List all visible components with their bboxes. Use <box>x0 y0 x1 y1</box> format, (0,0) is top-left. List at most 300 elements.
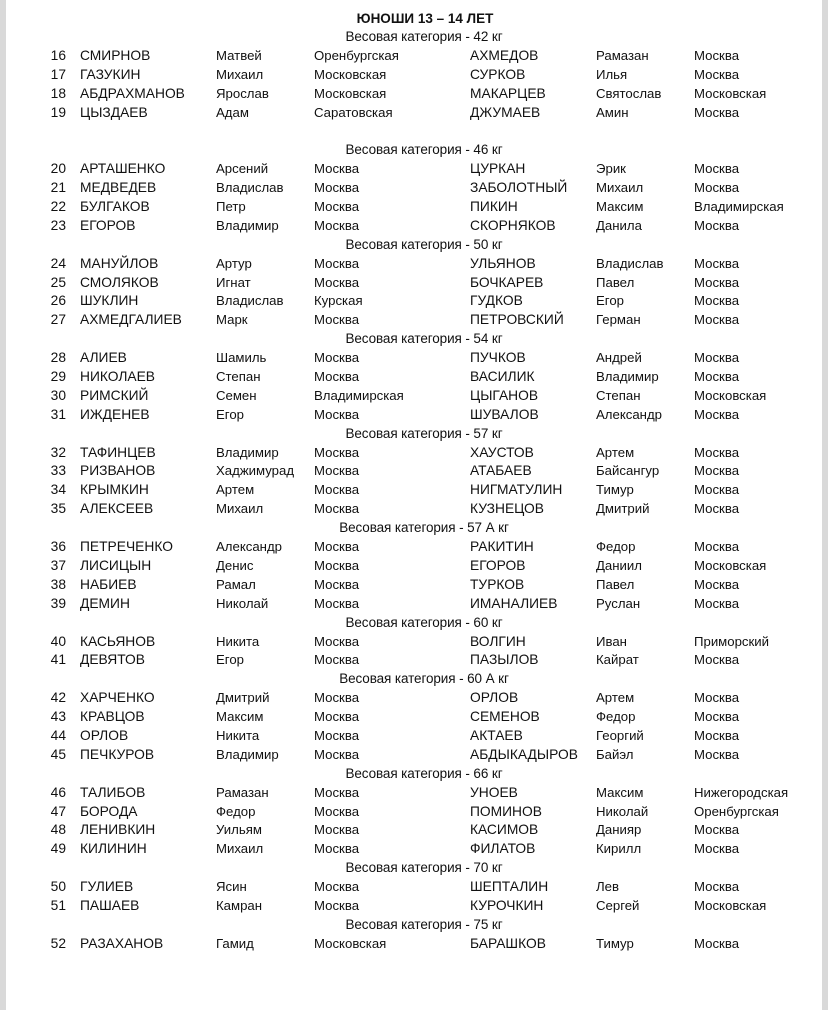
first-name-left: Адам <box>216 104 249 120</box>
pair-number: 41 <box>50 652 66 668</box>
region-right: Москва <box>694 690 740 706</box>
surname-left: АБДРАХМАНОВ <box>80 85 185 101</box>
surname-right: УНОЕВ <box>470 784 518 800</box>
region-right: Москва <box>694 350 740 366</box>
first-name-right: Тимур <box>596 935 634 951</box>
surname-left: РИЗВАНОВ <box>80 463 156 479</box>
region-right: Москва <box>694 161 740 177</box>
region-right: Москва <box>694 746 740 762</box>
region-right: Москва <box>694 274 740 290</box>
pair-row <box>6 406 822 425</box>
first-name-left: Ясин <box>216 879 247 895</box>
surname-right: ХАУСТОВ <box>470 444 534 460</box>
first-name-right: Павел <box>596 274 635 290</box>
first-name-left: Матвей <box>216 47 262 63</box>
region-right: Москва <box>694 576 740 592</box>
first-name-left: Денис <box>216 557 254 573</box>
region-left: Москва <box>314 482 360 498</box>
weight-category-heading: Весовая категория - 57 кг <box>345 425 503 441</box>
region-right: Москва <box>694 841 740 857</box>
first-name-left: Александр <box>216 539 282 555</box>
surname-right: ШЕПТАЛИН <box>470 879 549 895</box>
region-left: Москва <box>314 312 360 328</box>
region-left: Московская <box>314 66 387 82</box>
surname-left: ЦЫЗДАЕВ <box>80 104 148 120</box>
weight-category-heading: Весовая категория - 42 кг <box>345 29 503 44</box>
surname-right: СЕМЕНОВ <box>470 709 540 725</box>
region-left: Москва <box>314 822 360 838</box>
pair-number: 30 <box>50 387 66 403</box>
pair-number: 28 <box>50 350 66 366</box>
surname-right: ДЖУМАЕВ <box>470 104 541 120</box>
surname-right: ИМАНАЛИЕВ <box>470 595 558 611</box>
pair-row <box>6 368 822 387</box>
first-name-right: Егор <box>596 293 624 309</box>
pair-number: 45 <box>50 746 66 762</box>
pair-row <box>6 198 822 217</box>
region-left: Москва <box>314 595 360 611</box>
first-name-right: Сергей <box>596 897 640 913</box>
first-name-right: Эрик <box>596 161 626 177</box>
first-name-left: Степан <box>216 369 261 385</box>
region-right: Московская <box>694 85 767 101</box>
first-name-right: Иван <box>596 633 627 649</box>
first-name-right: Кайрат <box>596 652 639 668</box>
surname-right: АБДЫКАДЫРОВ <box>470 746 578 762</box>
first-name-right: Николай <box>596 803 649 819</box>
first-name-right: Кирилл <box>596 841 642 857</box>
surname-left: ИЖДЕНЕВ <box>80 406 150 422</box>
surname-left: ОРЛОВ <box>80 727 129 743</box>
surname-right: ЕГОРОВ <box>470 557 526 573</box>
first-name-right: Илья <box>596 66 628 82</box>
weight-category-heading: Весовая категория - 70 кг <box>345 860 503 876</box>
surname-left: АЛИЕВ <box>80 350 127 366</box>
region-right: Москва <box>694 66 740 82</box>
surname-right: ВАСИЛИК <box>470 369 535 385</box>
surname-left: СМИРНОВ <box>80 47 151 63</box>
region-left: Москва <box>314 652 360 668</box>
first-name-left: Камран <box>216 897 263 913</box>
surname-right: ФИЛАТОВ <box>470 841 536 857</box>
surname-left: ЕГОРОВ <box>80 217 136 233</box>
weight-category-heading: Весовая категория - 66 кг <box>345 765 503 781</box>
first-name-right: Амин <box>596 104 629 120</box>
pair-row <box>6 557 822 576</box>
pair-row <box>6 897 822 916</box>
region-left: Москва <box>314 350 360 366</box>
surname-left: КАСЬЯНОВ <box>80 633 156 649</box>
pair-number: 27 <box>50 312 66 328</box>
region-left: Москва <box>314 727 360 743</box>
weight-category-heading: Весовая категория - 60 кг <box>345 614 503 630</box>
first-name-right: Данияр <box>596 822 642 838</box>
pair-number: 37 <box>50 557 66 573</box>
first-name-left: Федор <box>216 803 256 819</box>
pair-row <box>6 349 822 368</box>
pair-number: 52 <box>50 935 66 951</box>
pair-number: 24 <box>50 255 66 271</box>
first-name-left: Арсений <box>216 161 269 177</box>
surname-left: ХАРЧЕНКО <box>80 690 155 706</box>
first-name-left: Владимир <box>216 444 279 460</box>
surname-right: ТУРКОВ <box>470 576 525 592</box>
pair-number: 29 <box>50 369 66 385</box>
pair-number: 50 <box>50 879 66 895</box>
pair-row <box>6 633 822 652</box>
pair-row <box>6 160 822 179</box>
region-left: Москва <box>314 633 360 649</box>
region-right: Москва <box>694 482 740 498</box>
pair-row <box>6 387 822 406</box>
region-left: Саратовская <box>314 104 393 120</box>
first-name-right: Владимир <box>596 369 659 385</box>
pair-number: 21 <box>50 180 66 196</box>
region-right: Нижегородская <box>694 784 789 800</box>
surname-right: ПЕТРОВСКИЙ <box>470 312 564 328</box>
pair-number: 38 <box>50 576 66 592</box>
first-name-left: Шамиль <box>216 350 267 366</box>
weight-category-heading: Весовая категория - 50 кг <box>345 236 503 252</box>
region-right: Московская <box>694 387 767 403</box>
surname-right: АКТАЕВ <box>470 727 523 743</box>
first-name-right: Артем <box>596 444 635 460</box>
region-right: Москва <box>694 369 740 385</box>
pair-row <box>6 935 822 954</box>
pair-row <box>6 481 822 500</box>
pair-row <box>6 878 822 897</box>
first-name-right: Рамазан <box>596 47 649 63</box>
surname-left: РАЗАХАНОВ <box>80 935 164 951</box>
first-name-right: Данила <box>596 217 642 233</box>
pair-number: 35 <box>50 501 66 517</box>
first-name-left: Семен <box>216 387 257 403</box>
first-name-right: Байсангур <box>596 463 660 479</box>
first-name-left: Михаил <box>216 501 264 517</box>
surname-right: БАРАШКОВ <box>470 935 546 951</box>
region-left: Владимирская <box>314 387 404 403</box>
region-left: Москва <box>314 709 360 725</box>
surname-right: ПИКИН <box>470 199 518 215</box>
region-left: Оренбургская <box>314 47 399 63</box>
surname-left: НИКОЛАЕВ <box>80 369 156 385</box>
surname-left: ЛИСИЦЫН <box>80 557 152 573</box>
first-name-right: Даниил <box>596 557 642 573</box>
region-right: Москва <box>694 444 740 460</box>
surname-right: ПАЗЫЛОВ <box>470 652 539 668</box>
weight-category-list <box>6 28 822 954</box>
first-name-right: Павел <box>596 576 635 592</box>
region-right: Москва <box>694 501 740 517</box>
first-name-left: Михаил <box>216 841 264 857</box>
first-name-left: Рамазан <box>216 784 269 800</box>
region-left: Москва <box>314 746 360 762</box>
surname-right: БОЧКАРЕВ <box>470 274 544 290</box>
pair-row <box>6 274 822 293</box>
region-left: Москва <box>314 161 360 177</box>
region-left: Москва <box>314 255 360 271</box>
pair-number: 22 <box>50 199 66 215</box>
region-left: Москва <box>314 274 360 290</box>
region-right: Москва <box>694 595 740 611</box>
first-name-right: Лев <box>596 879 619 895</box>
first-name-left: Николай <box>216 595 269 611</box>
pair-number: 16 <box>50 47 66 63</box>
pair-row <box>6 746 822 765</box>
pair-number: 17 <box>50 66 66 82</box>
region-left: Москва <box>314 690 360 706</box>
pair-row <box>6 292 822 311</box>
region-right: Москва <box>694 727 740 743</box>
region-left: Москва <box>314 539 360 555</box>
first-name-right: Александр <box>596 406 662 422</box>
surname-left: ПЕТРЕЧЕНКО <box>80 539 173 555</box>
pair-number: 32 <box>50 444 66 460</box>
first-name-right: Руслан <box>596 595 641 611</box>
first-name-left: Максим <box>216 709 264 725</box>
pair-number: 44 <box>50 727 66 743</box>
first-name-left: Рамал <box>216 576 256 592</box>
pair-row <box>6 821 822 840</box>
region-left: Москва <box>314 180 360 196</box>
region-left: Москва <box>314 841 360 857</box>
surname-right: ПУЧКОВ <box>470 350 526 366</box>
surname-left: ГУЛИЕВ <box>80 879 134 895</box>
surname-right: ЦЫГАНОВ <box>470 387 539 403</box>
pair-row <box>6 784 822 803</box>
surname-left: ТАЛИБОВ <box>80 784 146 800</box>
first-name-left: Владимир <box>216 746 279 762</box>
pair-number: 47 <box>50 803 66 819</box>
surname-right: КУЗНЕЦОВ <box>470 501 544 517</box>
pair-number: 25 <box>50 274 66 290</box>
pair-number: 48 <box>50 822 66 838</box>
pair-row <box>6 576 822 595</box>
pair-number: 34 <box>50 482 66 498</box>
first-name-left: Владислав <box>216 293 284 309</box>
surname-left: ГАЗУКИН <box>80 66 141 82</box>
region-left: Москва <box>314 199 360 215</box>
region-left: Курская <box>314 293 363 309</box>
surname-right: СКОРНЯКОВ <box>470 217 556 233</box>
pair-number: 18 <box>50 85 66 101</box>
surname-right: ВОЛГИН <box>470 633 526 649</box>
surname-left: АХМЕДГАЛИЕВ <box>80 312 182 328</box>
pair-row <box>6 104 822 123</box>
region-right: Москва <box>694 463 740 479</box>
pair-row <box>6 255 822 274</box>
pair-row <box>6 538 822 557</box>
surname-right: КАСИМОВ <box>470 822 539 838</box>
pair-row <box>6 47 822 66</box>
pair-number: 46 <box>50 784 66 800</box>
region-right: Москва <box>694 652 740 668</box>
surname-left: СМОЛЯКОВ <box>80 274 159 290</box>
region-right: Москва <box>694 406 740 422</box>
region-left: Москва <box>314 217 360 233</box>
surname-left: БУЛГАКОВ <box>80 199 150 215</box>
surname-right: ЗАБОЛОТНЫЙ <box>470 180 568 196</box>
first-name-right: Федор <box>596 539 636 555</box>
surname-left: КИЛИНИН <box>80 841 147 857</box>
surname-right: ОРЛОВ <box>470 690 519 706</box>
surname-right: АХМЕДОВ <box>470 47 539 63</box>
surname-right: НИГМАТУЛИН <box>470 482 563 498</box>
first-name-right: Святослав <box>596 85 662 101</box>
first-name-right: Георгий <box>596 727 644 743</box>
region-right: Москва <box>694 180 740 196</box>
first-name-left: Уильям <box>216 822 262 838</box>
region-left: Москва <box>314 576 360 592</box>
surname-left: АЛЕКСЕЕВ <box>80 501 154 517</box>
pair-row <box>6 500 822 519</box>
first-name-right: Владислав <box>596 255 664 271</box>
first-name-right: Степан <box>596 387 641 403</box>
pair-number: 51 <box>50 897 66 913</box>
surname-left: ДЕМИН <box>80 595 130 611</box>
region-right: Москва <box>694 255 740 271</box>
surname-left: КРЫМКИН <box>80 482 149 498</box>
pair-row <box>6 217 822 236</box>
first-name-right: Дмитрий <box>596 501 650 517</box>
spacer <box>6 122 822 141</box>
first-name-right: Андрей <box>596 350 642 366</box>
first-name-right: Артем <box>596 690 635 706</box>
first-name-left: Артур <box>216 255 252 271</box>
region-left: Московская <box>314 935 387 951</box>
page-title: ЮНОШИ 13 – 14 ЛЕТ <box>356 11 494 26</box>
surname-right: СУРКОВ <box>470 66 526 82</box>
region-left: Москва <box>314 557 360 573</box>
first-name-right: Максим <box>596 199 644 215</box>
first-name-right: Максим <box>596 784 644 800</box>
first-name-left: Дмитрий <box>216 690 270 706</box>
pair-number: 43 <box>50 709 66 725</box>
surname-right: РАКИТИН <box>470 539 534 555</box>
surname-right: КУРОЧКИН <box>470 897 544 913</box>
region-left: Московская <box>314 85 387 101</box>
region-left: Москва <box>314 444 360 460</box>
pair-row <box>6 66 822 85</box>
pair-row <box>6 803 822 822</box>
surname-right: ГУДКОВ <box>470 293 523 309</box>
pair-row <box>6 595 822 614</box>
surname-right: АТАБАЕВ <box>470 463 532 479</box>
first-name-right: Михаил <box>596 180 644 196</box>
region-right: Москва <box>694 47 740 63</box>
region-left: Москва <box>314 784 360 800</box>
surname-right: ШУВАЛОВ <box>470 406 539 422</box>
first-name-right: Тимур <box>596 482 634 498</box>
pair-row <box>6 85 822 104</box>
region-right: Москва <box>694 822 740 838</box>
region-left: Москва <box>314 463 360 479</box>
surname-right: ПОМИНОВ <box>470 803 542 819</box>
surname-left: ДЕВЯТОВ <box>80 652 145 668</box>
region-right: Московская <box>694 557 767 573</box>
pair-number: 42 <box>50 690 66 706</box>
region-right: Москва <box>694 293 740 309</box>
region-left: Москва <box>314 406 360 422</box>
weight-category-heading: Весовая категория - 57 А кг <box>339 520 509 536</box>
pair-number: 31 <box>50 406 66 422</box>
first-name-left: Марк <box>216 312 248 328</box>
region-left: Москва <box>314 897 360 913</box>
region-right: Владимирская <box>694 199 784 215</box>
weight-category-heading: Весовая категория - 46 кг <box>345 142 503 158</box>
pair-row <box>6 311 822 330</box>
weight-category-heading: Весовая категория - 60 А кг <box>339 671 509 687</box>
weight-category-heading: Весовая категория - 54 кг <box>345 331 503 347</box>
first-name-left: Гамид <box>216 935 254 951</box>
first-name-left: Хаджимурад <box>216 463 295 479</box>
surname-right: ЦУРКАН <box>470 161 526 177</box>
surname-left: АРТАШЕНКО <box>80 161 166 177</box>
region-right: Москва <box>694 539 740 555</box>
region-right: Москва <box>694 104 740 120</box>
pair-number: 33 <box>50 463 66 479</box>
first-name-left: Петр <box>216 199 246 215</box>
pair-number: 23 <box>50 217 66 233</box>
surname-left: БОРОДА <box>80 803 138 819</box>
pair-row <box>6 179 822 198</box>
region-right: Приморский <box>694 633 770 649</box>
surname-left: КРАВЦОВ <box>80 709 145 725</box>
surname-left: ШУКЛИН <box>80 293 139 309</box>
surname-right: УЛЬЯНОВ <box>470 255 536 271</box>
surname-left: МЕДВЕДЕВ <box>80 180 157 196</box>
pair-number: 39 <box>50 595 66 611</box>
surname-left: ТАФИНЦЕВ <box>80 444 156 460</box>
region-left: Москва <box>314 501 360 517</box>
pair-row <box>6 689 822 708</box>
region-left: Москва <box>314 369 360 385</box>
surname-right: МАКАРЦЕВ <box>470 85 546 101</box>
region-right: Москва <box>694 312 740 328</box>
pair-row <box>6 651 822 670</box>
pair-row <box>6 444 822 463</box>
region-right: Москва <box>694 879 740 895</box>
region-right: Москва <box>694 935 740 951</box>
first-name-right: Федор <box>596 709 636 725</box>
first-name-right: Герман <box>596 312 641 328</box>
weight-category-heading: Весовая категория - 75 кг <box>345 916 503 932</box>
first-name-left: Владислав <box>216 180 284 196</box>
region-right: Московская <box>694 897 767 913</box>
pair-number: 20 <box>50 161 66 177</box>
surname-left: МАНУЙЛОВ <box>80 255 159 271</box>
surname-left: НАБИЕВ <box>80 576 137 592</box>
document-page <box>6 0 822 1010</box>
region-right: Москва <box>694 217 740 233</box>
first-name-left: Ярослав <box>216 85 269 101</box>
pair-row <box>6 708 822 727</box>
surname-left: ЛЕНИВКИН <box>80 822 156 838</box>
pair-number: 49 <box>50 841 66 857</box>
first-name-left: Никита <box>216 727 260 743</box>
pair-row <box>6 727 822 746</box>
surname-left: РИМСКИЙ <box>80 387 149 403</box>
first-name-left: Михаил <box>216 66 264 82</box>
pair-number: 36 <box>50 539 66 555</box>
pair-number: 40 <box>50 633 66 649</box>
pair-row <box>6 462 822 481</box>
surname-left: ПАШАЕВ <box>80 897 140 913</box>
first-name-right: Байэл <box>596 746 634 762</box>
document-body <box>6 9 822 954</box>
first-name-left: Егор <box>216 406 244 422</box>
first-name-left: Артем <box>216 482 255 498</box>
